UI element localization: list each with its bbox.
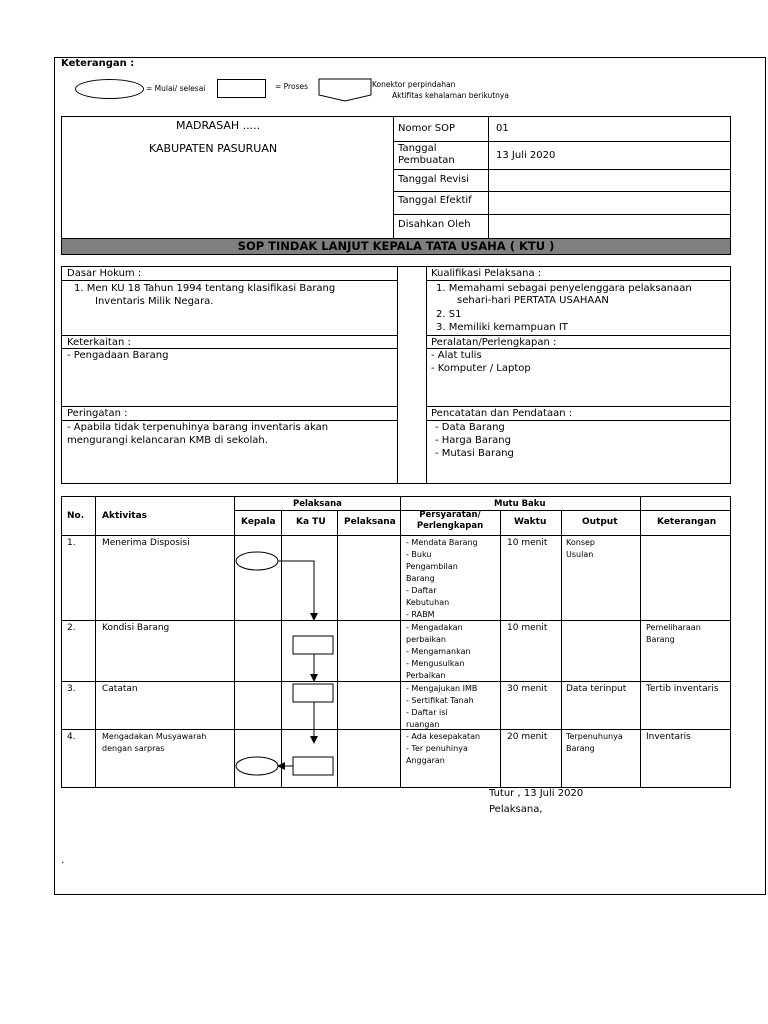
peralatan-line-1: - Alat tulis <box>431 350 482 361</box>
field-label-tanggal-efektif: Tanggal Efektif <box>398 195 472 206</box>
kualifikasi-line-3: 2. S1 <box>436 309 462 320</box>
keterkaitan-title: Keterkaitan : <box>67 337 131 348</box>
footer-place-date: Tutur , 13 Juli 2020 <box>489 788 584 799</box>
row-2-persyaratan-line: - Mengamankan <box>406 647 471 656</box>
row-3-no: 3. <box>67 684 76 694</box>
field-value-tanggal-pembuatan: 13 Juli 2020 <box>496 150 556 161</box>
row-2-no: 2. <box>67 623 76 633</box>
th-keterangan: Keterangan <box>657 517 717 527</box>
peralatan-title: Peralatan/Perlengkapan : <box>431 337 557 348</box>
flow-process-2 <box>293 636 333 654</box>
row-4-aktivitas-line: dengan sarpras <box>102 744 165 753</box>
row-4-aktivitas-line: Mengadakan Musyawarah <box>102 732 207 741</box>
institution-name: MADRASAH ..... <box>176 119 261 132</box>
row-3-persyaratan-line: - Sertifikat Tanah <box>406 696 474 705</box>
row-1-persyaratan-line: - Mendata Barang <box>406 538 478 547</box>
row-4-output-line: Barang <box>566 744 595 753</box>
row-1-persyaratan-line: - Daftar <box>406 586 437 595</box>
row-4-persyaratan-line: - Ter penuhinya <box>406 744 468 753</box>
pencatatan-line-3: - Mutasi Barang <box>435 448 514 459</box>
flow-process-3 <box>293 684 333 702</box>
row-2-persyaratan-line: - Mengusulkan <box>406 659 465 668</box>
kualifikasi-title: Kualifikasi Pelaksana : <box>431 268 542 279</box>
row-1-no: 1. <box>67 538 76 548</box>
th-waktu: Waktu <box>514 517 547 527</box>
pencatatan-line-1: - Data Barang <box>435 422 505 433</box>
row-2-keterangan-line: Barang <box>646 635 675 644</box>
field-label-tanggal-pembuatan: Tanggal Pembuatan <box>398 143 455 166</box>
legend-process-label: = Proses <box>275 82 308 91</box>
kualifikasi-line-4: 3. Memiliki kemampuan IT <box>436 322 568 333</box>
field-label-disahkan-oleh: Disahkan Oleh <box>398 219 471 230</box>
row-1-persyaratan-line: - Buku <box>406 550 432 559</box>
region-name: KABUPATEN PASURUAN <box>149 142 278 155</box>
field-label-nomor-sop: Nomor SOP <box>398 123 455 134</box>
pencatatan-line-2: - Harga Barang <box>435 435 511 446</box>
th-pelaksana-group: Pelaksana <box>293 499 342 509</box>
legend-connector-label-1: Konektor perpindahan <box>372 80 456 89</box>
th-mutu-baku: Mutu Baku <box>494 499 546 509</box>
row-3-persyaratan-line: - Daftar isi <box>406 708 448 717</box>
row-3-aktivitas: Catatan <box>102 684 138 694</box>
row-2-aktivitas: Kondisi Barang <box>102 623 170 633</box>
th-aktivitas: Aktivitas <box>102 511 148 521</box>
kualifikasi-line-1: 1. Memahami sebagai penyelenggara pelaksanaan <box>436 283 692 294</box>
row-4-waktu: 20 menit <box>507 732 548 742</box>
row-4-keterangan: Inventaris <box>646 732 691 742</box>
row-1-persyaratan-line: Kebutuhan <box>406 598 450 607</box>
dasar-hukum-title: Dasar Hokum : <box>67 268 142 279</box>
row-4-persyaratan-line: - Ada kesepakatan <box>406 732 481 741</box>
legend-start-end-label: = Mulai/ selesai <box>146 84 206 93</box>
row-1-persyaratan-line: - RABM <box>406 610 435 619</box>
peringatan-line-1: - Apabila tidak terpenuhinya barang inventaris akan <box>67 422 329 433</box>
footer-dot: . <box>61 855 65 866</box>
th-persyaratan-line-1: Persyaratan/ <box>419 510 481 520</box>
row-1-output-line: Konsep <box>566 538 595 547</box>
row-3-persyaratan-line: - Mengajukan IMB <box>406 684 478 693</box>
pencatatan-title: Pencatatan dan Pendataan : <box>431 408 573 419</box>
field-label-tanggal-revisi: Tanggal Revisi <box>398 174 470 185</box>
th-persyaratan-line-2: Perlengkapan <box>416 521 484 531</box>
row-3-waktu: 30 menit <box>507 684 548 694</box>
legend-connector-label-2: Aktifitas kehalaman berikutnya <box>392 91 509 100</box>
th-pelaksana: Pelaksana <box>344 517 396 527</box>
th-no: No. <box>67 511 85 521</box>
flow-process-4 <box>293 757 333 775</box>
row-3-output: Data terinput <box>566 684 627 694</box>
row-3-keterangan: Tertib inventaris <box>646 684 719 694</box>
peralatan-line-2: - Komputer / Laptop <box>431 363 531 374</box>
row-2-persyaratan-line: perbaikan <box>406 635 446 644</box>
th-output: Output <box>582 517 618 527</box>
row-1-persyaratan-line: Barang <box>406 574 435 583</box>
row-3-persyaratan-line: ruangan <box>406 720 440 729</box>
row-1-waktu: 10 menit <box>507 538 548 548</box>
row-2-waktu: 10 menit <box>507 623 548 633</box>
flow-start-terminator <box>236 552 278 570</box>
row-1-persyaratan-line: Pengambilan <box>406 562 458 571</box>
row-4-no: 4. <box>67 732 76 742</box>
row-2-persyaratan-line: - Mengadakan <box>406 623 463 632</box>
row-2-keterangan-line: Pemeliharaan <box>646 623 701 632</box>
field-value-nomor-sop: 01 <box>496 123 509 134</box>
flow-line-1 <box>278 561 314 617</box>
row-1-output-line: Usulan <box>566 550 594 559</box>
dasar-hukum-line-2: Inventaris Milik Negara. <box>95 296 214 307</box>
sop-title-banner: SOP TINDAK LANJUT KEPALA TATA USAHA ( KTU ) <box>61 238 731 255</box>
th-kepala: Kepala <box>241 517 276 527</box>
kualifikasi-line-2: sehari-hari PERTATA USAHAAN <box>457 295 609 306</box>
row-4-output-line: Terpenuhunya <box>566 732 623 741</box>
legend-title: Keterangan : <box>61 58 135 69</box>
footer-signer: Pelaksana, <box>489 804 543 815</box>
row-4-persyaratan-line: Anggaran <box>406 756 445 765</box>
th-ka-tu: Ka TU <box>296 517 326 527</box>
peringatan-title: Peringatan : <box>67 408 128 419</box>
row-2-persyaratan-line: Perbaikan <box>406 671 446 680</box>
dasar-hukum-line-1: 1. Men KU 18 Tahun 1994 tentang klasifikasi Barang <box>74 283 336 294</box>
flow-end-terminator <box>236 757 278 775</box>
peringatan-line-2: mengurangi kelancaran KMB di sekolah. <box>67 435 268 446</box>
row-1-aktivitas: Menerima Disposisi <box>102 538 190 548</box>
keterkaitan-line-1: - Pengadaan Barang <box>67 350 169 361</box>
